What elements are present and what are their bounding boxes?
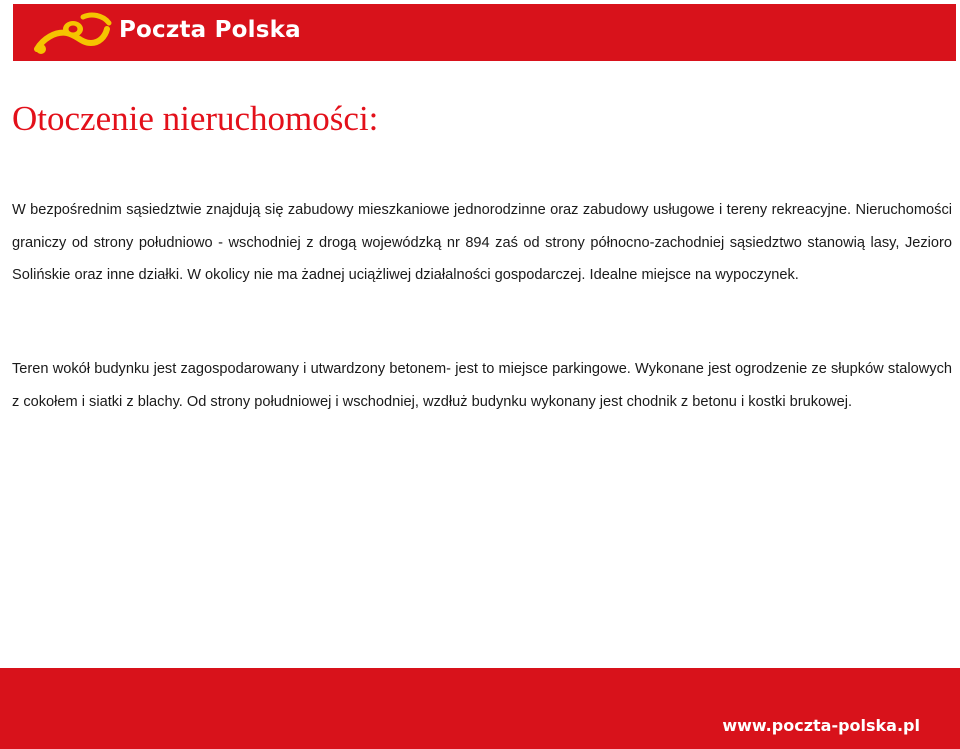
footer-website-link[interactable]: www.poczta-polska.pl <box>722 716 920 735</box>
header-banner <box>13 4 956 61</box>
brand-name: Poczta Polska <box>119 17 301 43</box>
paragraph-grounds: Teren wokół budynku jest zagospodarowany i utwardzony betonem- jest to miejsce parkingowe. Wykonane jest ogrodzenie ze słupków stalowych z cokołem i siatki z blachy. Od strony południowej i wschodniej, wzdłuż budynku wykonany jest chodnik z betonu i kostki brukowej. <box>12 361 952 410</box>
paragraph-surroundings: W bezpośrednim sąsiedztwie znajdują się zabudowy mieszkaniowe jednorodzinne oraz zabudowy usługowe i tereny rekreacyjne. Nieruchomości graniczy od strony południowo - wschodniej z drogą wojewódzką nr 894 zaś od strony północno-zachodniej sąsiedztwo stanowią lasy, Jezioro Solińskie oraz inne działki. W okolicy nie ma żadnej uciążliwej działalności gospodarczej. Idealne miejsce na wypoczynek. <box>12 202 952 284</box>
poczta-polska-horn-logo-icon <box>33 9 113 57</box>
page-title: Otoczenie nieruchomości: <box>12 99 379 138</box>
footer-banner <box>0 668 960 749</box>
